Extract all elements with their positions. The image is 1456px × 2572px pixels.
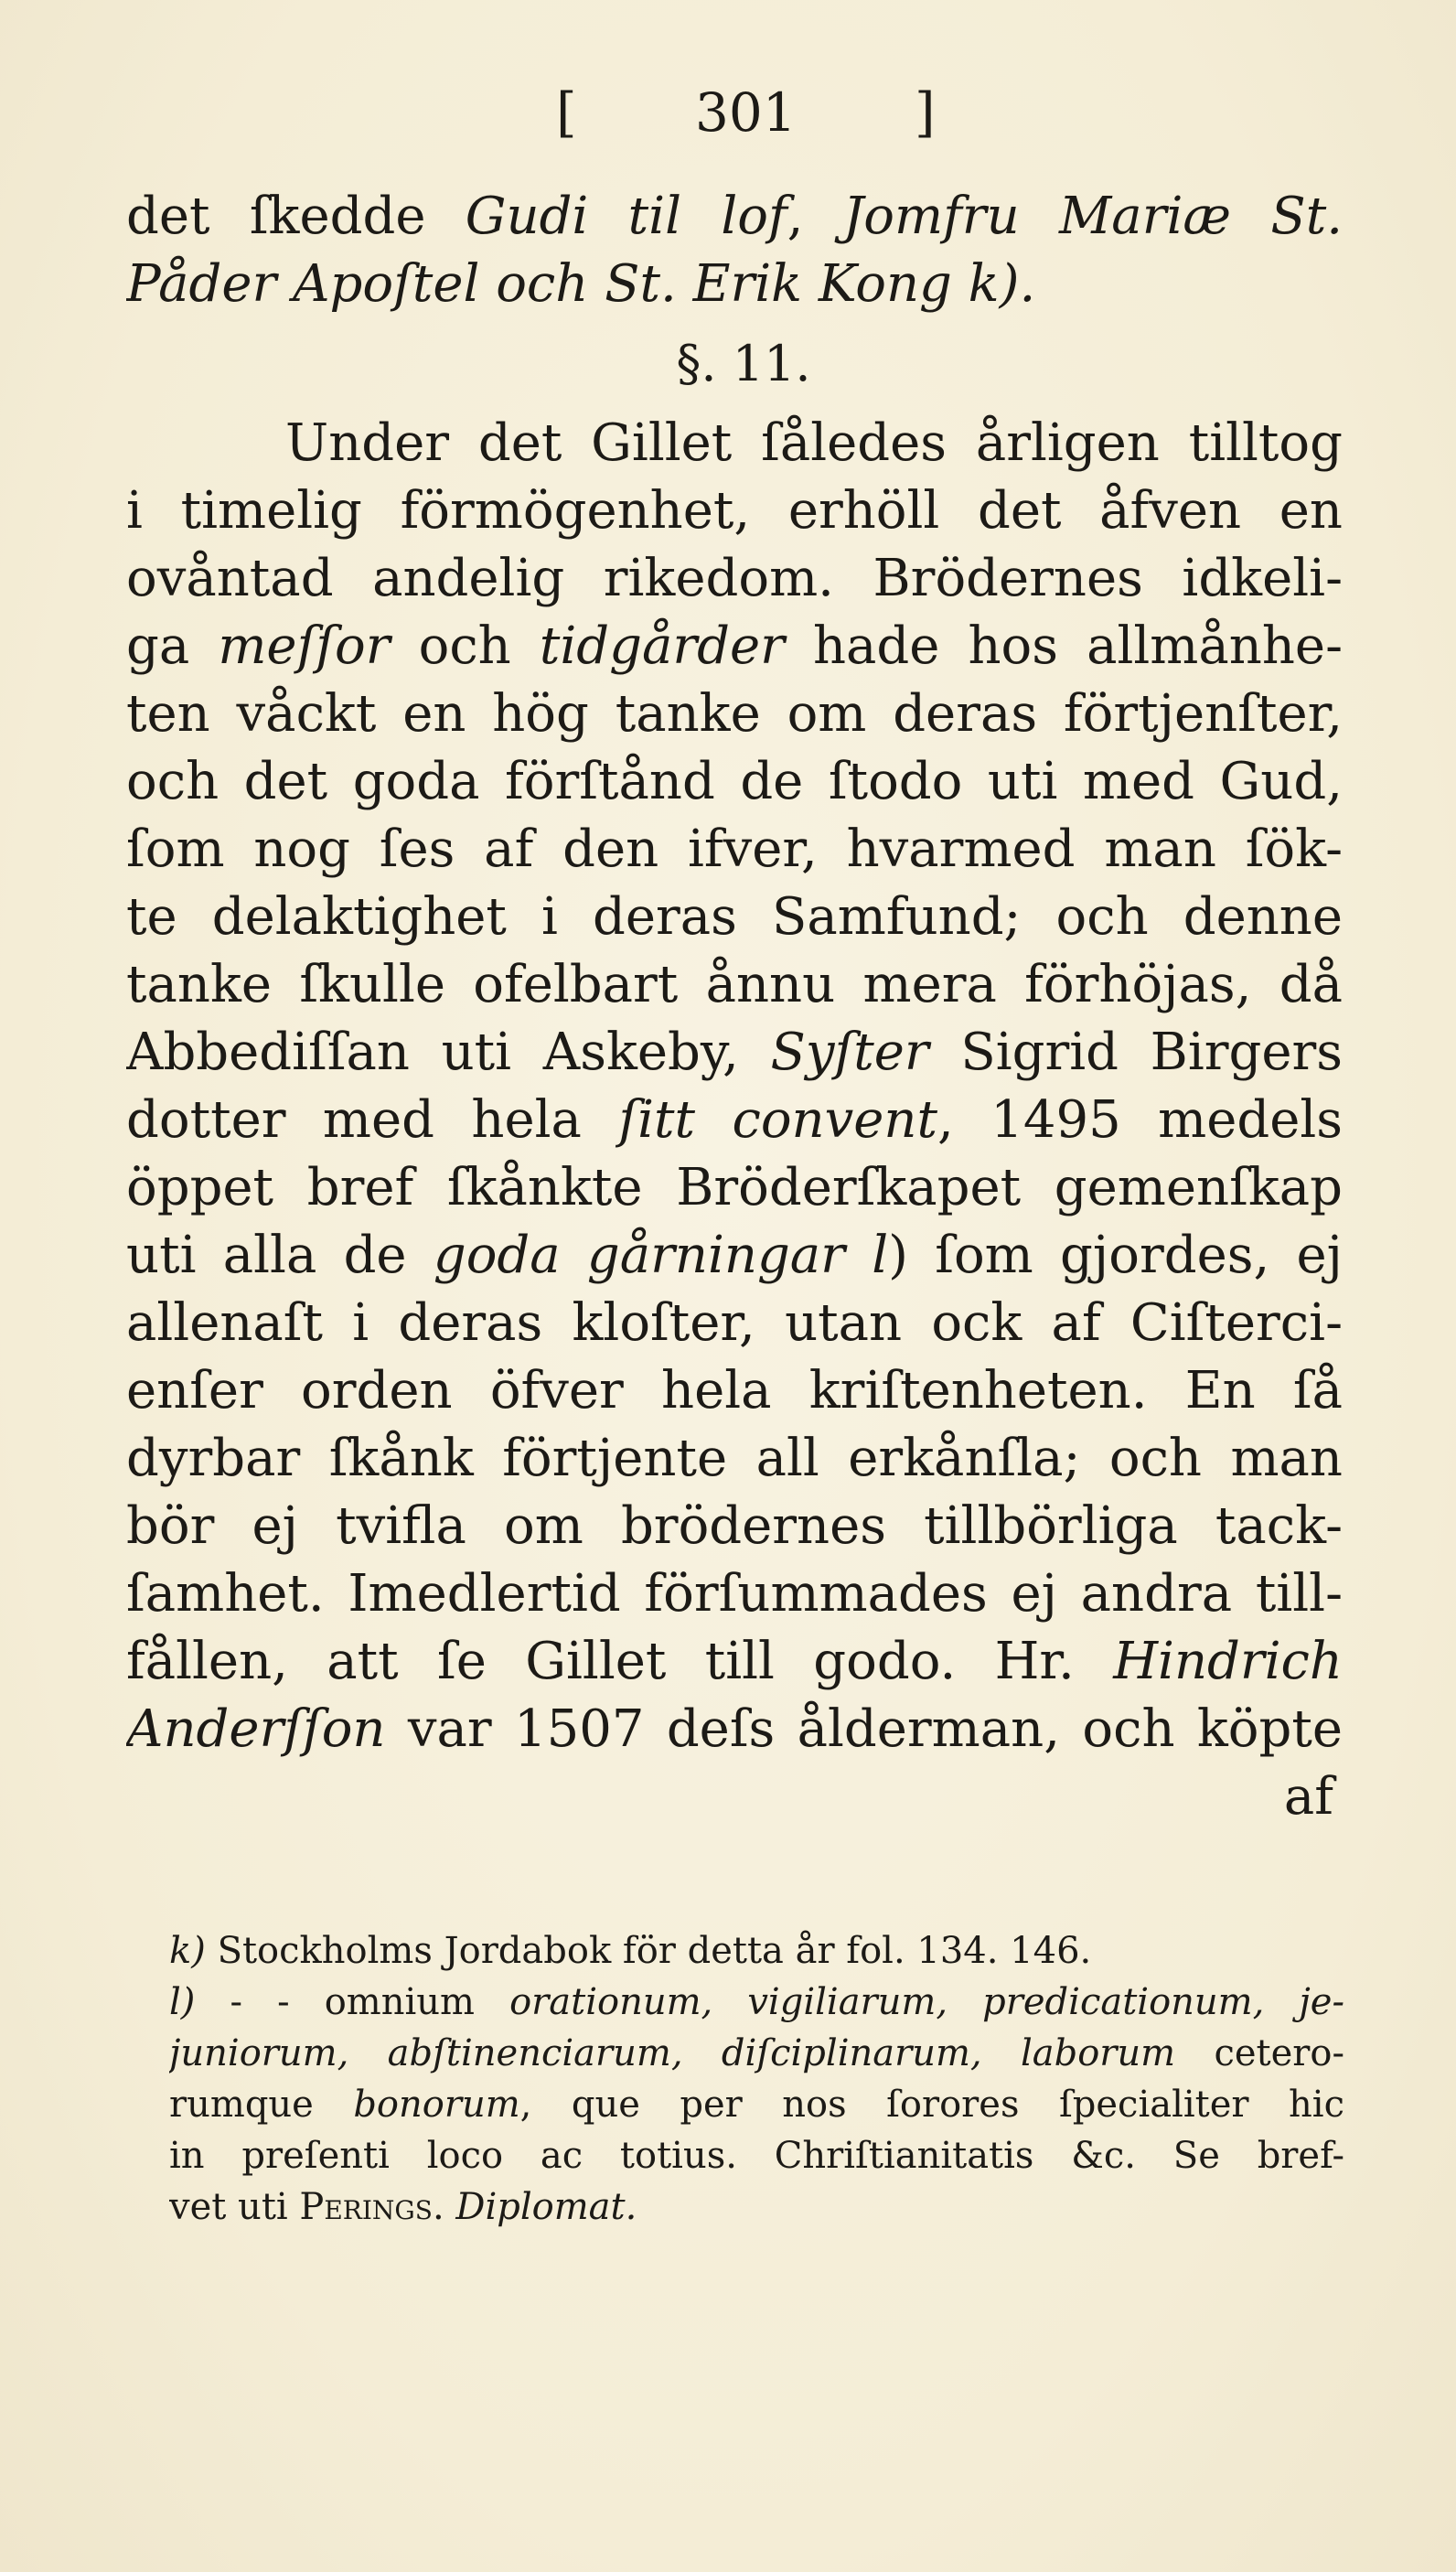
text-run: ) ſom gjordes, ej bbox=[888, 1226, 1343, 1285]
text-line bbox=[126, 1087, 1343, 1154]
text-line: enſer orden öfver hela kriſtenheten. En ſå bbox=[126, 1361, 1343, 1420]
footnote-text: rumque bbox=[169, 2084, 354, 2126]
italic-run: Hindrich bbox=[1113, 1632, 1343, 1691]
text-line bbox=[126, 1628, 1343, 1696]
text-run: Abbediſſan uti Askeby, bbox=[126, 1023, 771, 1082]
text-line: öppet bref ſkånkte Bröderſkapet gemenſkap bbox=[126, 1158, 1343, 1217]
text-run: fållen, att ſe Gillet till godo. Hr. bbox=[126, 1632, 1114, 1691]
page-header bbox=[549, 71, 951, 154]
text-line: bör ej tvifla om brödernes tillbörliga tack- bbox=[126, 1496, 1343, 1556]
italic-run: Jomfru Mariæ St. bbox=[842, 187, 1343, 246]
text-line: te delaktighet i deras Samfund; och denne bbox=[126, 887, 1343, 947]
text-run: dotter med hela bbox=[126, 1090, 619, 1150]
footnote-italic: juniorum, abſtinenciarum, diſciplinarum, laborum bbox=[169, 2032, 1176, 2074]
text-line: tanke ſkulle ofelbart ånnu mera förhöjas, då bbox=[126, 955, 1343, 1014]
footnote-line bbox=[169, 2028, 1344, 2079]
text-line: ovåntad andelig rikedom. Brödernes idkeli- bbox=[126, 549, 1343, 608]
text-line bbox=[126, 613, 1343, 681]
page-number: 301 bbox=[695, 81, 797, 144]
text-line bbox=[126, 1222, 1343, 1290]
text-run: hade hos allmånhe- bbox=[784, 616, 1343, 676]
text-run: var 1507 deſs ålderman, och köpte bbox=[385, 1699, 1343, 1759]
header-bracket-left: [ bbox=[556, 81, 577, 144]
footnote-italic: bonorum bbox=[353, 2084, 520, 2126]
section-heading: §. 11. bbox=[676, 335, 811, 392]
footnote-l bbox=[169, 1977, 1344, 2028]
body-text bbox=[126, 183, 1343, 1831]
footnote-k bbox=[169, 1925, 1344, 1977]
footnote-line bbox=[169, 2181, 1344, 2233]
text-line: dyrbar ſkånk förtjente all erkånſla; och man bbox=[126, 1429, 1343, 1488]
italic-run: ſitt convent bbox=[618, 1090, 937, 1150]
footnote-line bbox=[169, 2079, 1344, 2130]
footnote-text: - - omnium bbox=[230, 1981, 510, 2023]
italic-run: goda gårningar l bbox=[433, 1226, 889, 1285]
text-line: ſom nog ſes af den ifver, hvarmed man ſök- bbox=[126, 820, 1343, 879]
footnote-smallcaps: Perings. bbox=[299, 2186, 444, 2228]
footnote-label: k) bbox=[169, 1930, 206, 1972]
text-run: det ſkedde bbox=[126, 187, 466, 246]
text-line bbox=[126, 183, 1343, 251]
text-line: och det goda förſtånd de ſtodo uti med Gud, bbox=[126, 752, 1343, 811]
italic-run: tidgårder bbox=[539, 616, 785, 676]
footnote-italic: orationum, vigiliarum, predicationum, je- bbox=[509, 1981, 1344, 2023]
text-line: i timelig förmögenhet, erhöll det åfven en bbox=[126, 481, 1343, 541]
footnote-label: l) bbox=[169, 1981, 196, 2023]
footnote-text: vet uti bbox=[169, 2186, 300, 2228]
text-line: Under det Gillet ſåledes årligen tilltog bbox=[285, 413, 1343, 473]
catchword: af bbox=[1283, 1767, 1333, 1827]
footnote-text: , que per nos ſorores ſpecialiter hic bbox=[519, 2084, 1344, 2126]
text-run: ga bbox=[126, 616, 219, 676]
text-run: och bbox=[390, 616, 540, 676]
text-line: Påder Apoſtel och St. Erik Kong k). bbox=[126, 254, 1036, 314]
italic-run: Anderſſon bbox=[126, 1699, 386, 1759]
header-bracket-right: ] bbox=[915, 81, 936, 144]
footnote-italic: Diplomat. bbox=[444, 2186, 637, 2228]
text-run: , bbox=[787, 187, 843, 246]
text-line: allenaſt i deras kloſter, utan ock af Ciſterci- bbox=[126, 1293, 1343, 1353]
footnote-line: in preſenti loco ac totius. Chriſtianitatis &c. Se bref- bbox=[169, 2135, 1344, 2177]
footnote-text: Stockholms Jordabok för detta år fol. 134. 146. bbox=[217, 1930, 1092, 1972]
text-line: ſamhet. Imedlertid förſummades ej andra till- bbox=[126, 1564, 1343, 1624]
italic-run: Syſter bbox=[770, 1023, 929, 1082]
italic-run: meſſor bbox=[218, 616, 391, 676]
text-line bbox=[126, 1696, 1343, 1763]
text-line bbox=[126, 1019, 1343, 1087]
text-run: Sigrid Birgers bbox=[928, 1023, 1343, 1082]
footnotes bbox=[169, 1925, 1344, 2233]
text-run: uti alla de bbox=[126, 1226, 434, 1285]
text-run: , 1495 medels bbox=[937, 1090, 1343, 1150]
text-line: ten våckt en hög tanke om deras förtjenſter, bbox=[126, 684, 1343, 744]
footnote-text: cetero- bbox=[1175, 2032, 1344, 2074]
italic-run: Gudi til lof bbox=[465, 187, 787, 246]
